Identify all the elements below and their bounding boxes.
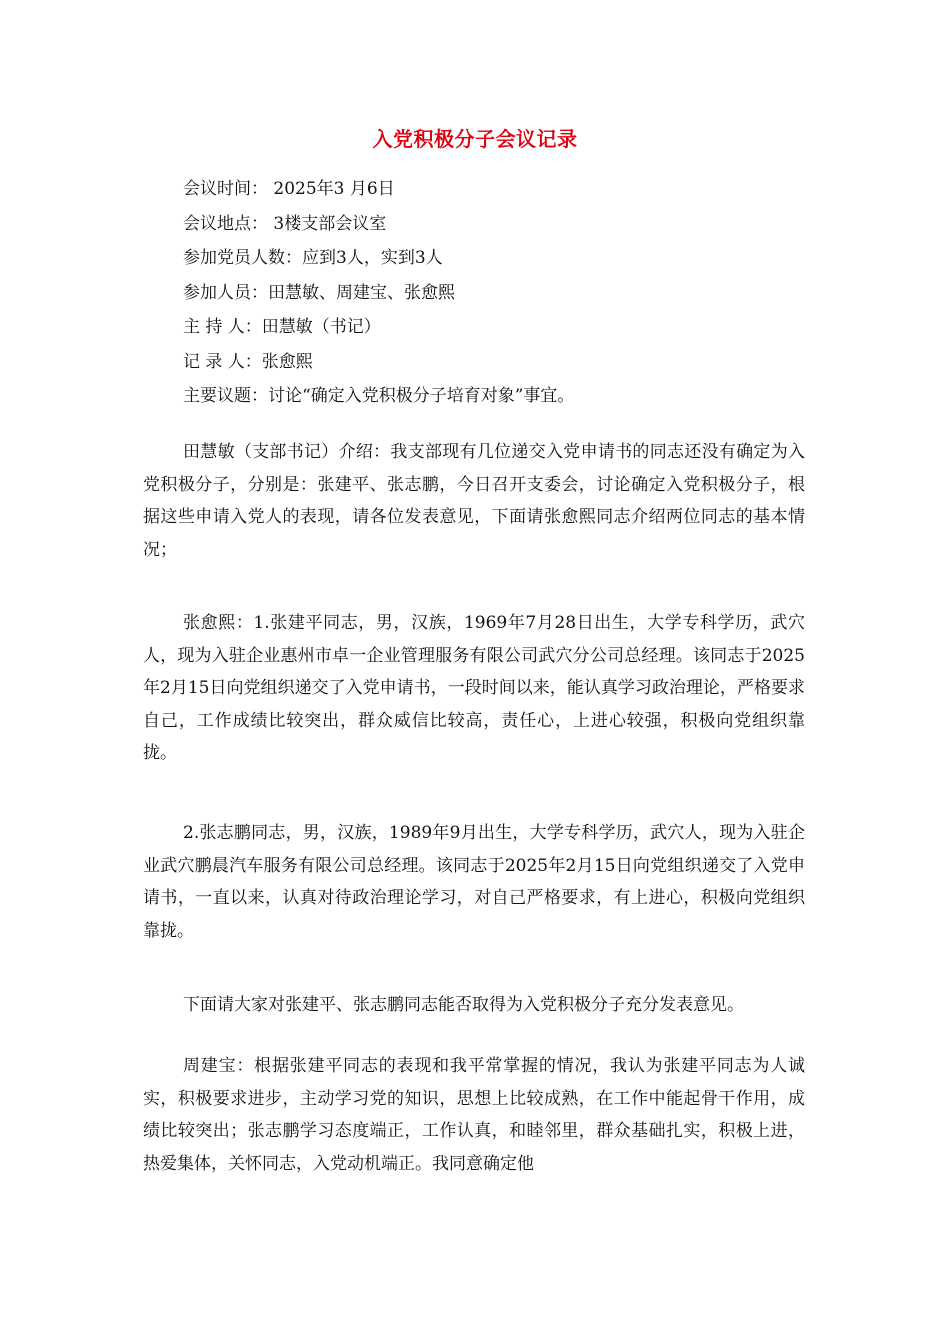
paragraph-introduction: 田慧敏（支部书记）介绍：我支部现有几位递交入党申请书的同志还没有确定为入党积极分子，分别是：张建平、张志鹏，今日召开支委会，讨论确定入党积极分子，根据这些申请入党人的表现，请各位发表意见，下面请张愈熙同志介绍两位同志的基本情况；	[143, 442, 805, 560]
meeting-location: 会议地点： 3楼支部会议室	[183, 213, 387, 234]
recorder: 记 录 人：张愈熙	[183, 351, 313, 372]
meeting-time: 会议时间： 2025年3 月6日	[183, 179, 395, 199]
attendee-count: 参加党员人数：应到3人，实到3人	[183, 248, 443, 268]
attendees: 参加人员：田慧敏、周建宝、张愈熙	[183, 282, 455, 303]
meeting-info	[183, 172, 823, 414]
paragraph-candidate-2: 2.张志鹏同志，男，汉族，1989年9月出生，大学专科学历，武穴人，现为入驻企业武穴鹏晨汽车服务有限公司总经理。该同志于2025年2月15日向党组织递交了入党申请书，一直以来，认真对待政治理论学习，对自己严格要求，有上进心，积极向党组织靠拢。	[143, 823, 805, 941]
document-title: 入党积极分子会议记录	[372, 127, 578, 151]
host: 主 持 人：田慧敏（书记）	[183, 317, 381, 337]
main-topic: 主要议题：讨论“确定入党积极分子培育对象”事宜。	[183, 386, 575, 406]
paragraph-candidate-1: 张愈熙：1.张建平同志，男，汉族，1969年7月28日出生，大学专科学历，武穴人，现为入驻企业惠州市卓一企业管理服务有限公司武穴分公司总经理。该同志于2025年2月15日向党组织递交了入党申请书，一段时间以来，能认真学习政治理论，严格要求自己，工作成绩比较突出，群众威信比较高，责任心，上进心较强，积极向党组织靠拢。	[143, 613, 805, 764]
paragraph-call-for-opinions: 下面请大家对张建平、张志鹏同志能否取得为入党积极分子充分发表意见。	[183, 995, 744, 1015]
paragraph-opinion-zhou: 周建宝：根据张建平同志的表现和我平常掌握的情况，我认为张建平同志为人诚实，积极要求进步，主动学习党的知识，思想上比较成熟，在工作中能起骨干作用，成绩比较突出；张志鹏学习态度端正，工作认真，和睦邻里，群众基础扎实，积极上进，热爱集体，关怀同志，入党动机端正。我同意确定他	[143, 1056, 805, 1174]
